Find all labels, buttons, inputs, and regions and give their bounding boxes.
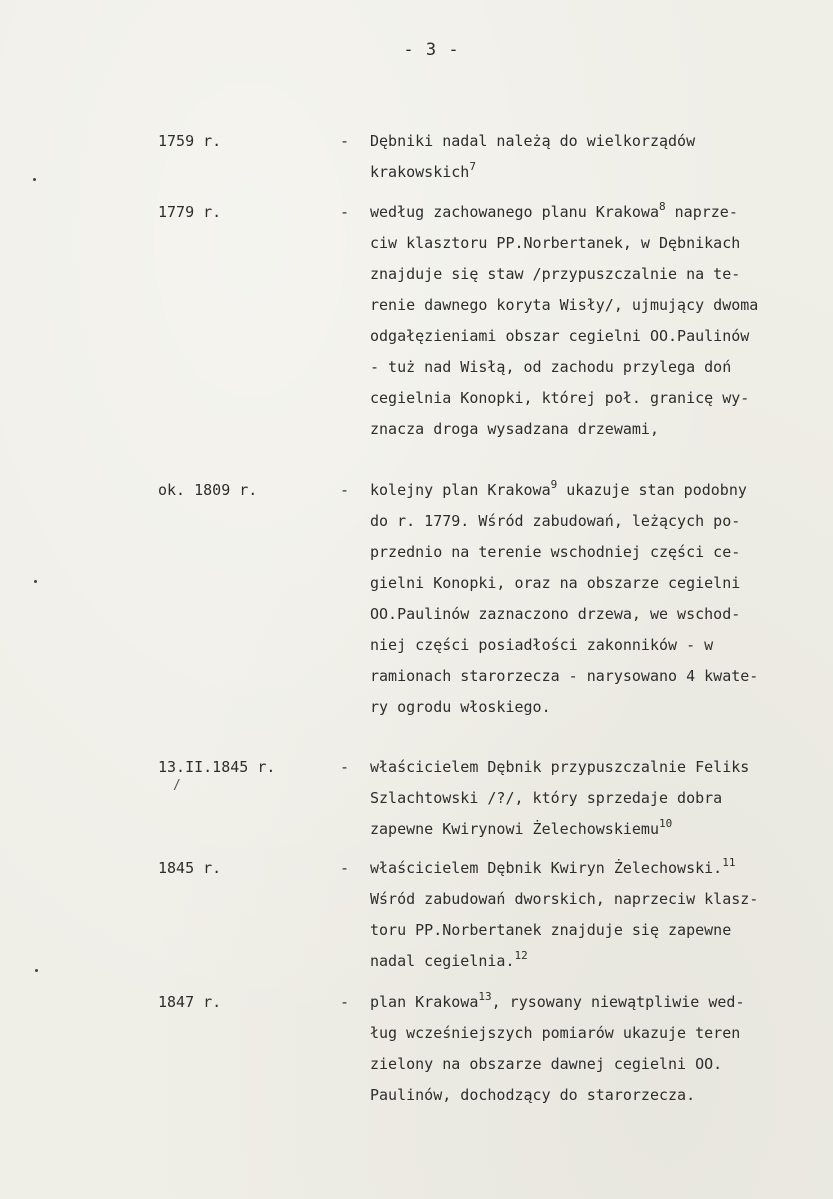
text-line: krakowskich$^7$ [370,160,476,181]
text-line: Wśród zabudowań dworskich, naprzeciw klasz- [370,890,759,908]
entry-date: 13.II.1845 r. [158,758,276,776]
footnote-ref: 8 [658,200,666,213]
footnote-ref: 7 [469,160,476,173]
entry-dash: - [340,481,350,499]
entry-dash: - [340,132,350,150]
entry-text [370,858,820,982]
entry-text [370,992,820,1116]
text-line: kolejny plan Krakowa$^9$ ukazuje stan podobny [370,478,747,499]
entry-text [370,202,820,450]
page-number: - 3 - [403,40,460,60]
text-line: renie dawnego koryta Wisły/, ujmujący dwoma [370,296,759,314]
text-line: toru PP.Norbertanek znajduje się zapewne [370,921,732,939]
text-line: Paulinów, dochodzący do starorzecza. [370,1086,696,1104]
footnote-ref: 9 [550,478,558,491]
text-line: niej części posiadłości zakonników - w [370,636,714,654]
footnote-ref: 10 [658,817,673,830]
text-line: właścicielem Dębnik przypuszczalnie Feliks [370,758,750,776]
text-line: ramionach starorzecza - narysowano 4 kwate- [370,667,759,685]
text-line: Dębniki nadal należą do wielkorządów [370,132,696,150]
text-line: ług wcześniejszych pomiarów ukazuje teren [370,1024,741,1042]
text-line: zapewne Kwirynowi Żelechowskiemu$^{10}$ [370,817,673,838]
entry-date: ok. 1809 r. [158,481,258,499]
entry-date: 1779 r. [158,203,222,221]
footnote-ref: 12 [514,949,528,962]
text-line: właścicielem Dębnik Kwiryn Żelechowski.$^{11}$ [370,856,736,877]
text-line: do r. 1779. Wśród zabudowań, leżących po- [370,512,741,530]
text-line: według zachowanego planu Krakowa$^8$ naprze- [370,200,738,221]
margin-speck [34,580,37,583]
text-line: gielni Konopki, oraz na obszarze cegielni [370,574,741,592]
footnote-ref: 11 [722,856,736,869]
margin-speck [33,178,36,181]
text-line: OO.Paulinów zaznaczono drzewa, we wschod- [370,605,741,623]
text-line: cegielnia Konopki, której poł. granicę wy- [370,389,750,407]
text-line: przednio na terenie wschodniej części ce- [370,543,741,561]
entry-text [370,757,820,850]
entry-date: 1847 r. [158,993,222,1011]
entry-text [370,131,820,193]
pencil-mark: / [173,778,181,793]
entry-date: 1759 r. [158,132,222,150]
entry-dash: - [340,203,350,221]
entry-dash: - [340,859,350,877]
footnote-ref: 13 [478,990,492,1003]
text-line: ry ogrodu włoskiego. [370,698,551,716]
text-line: nadal cegielnia.$^{12}$ [370,949,528,970]
entry-dash: - [340,758,350,776]
margin-speck [35,969,38,972]
text-line: znacza droga wysadzana drzewami, [370,420,659,438]
entry-dash: - [340,993,350,1011]
text-line: odgałęzieniami obszar cegielni OO.Paulinów [370,327,750,345]
text-line: znajduje się staw /przypuszczalnie na te- [370,265,741,283]
entry-date: 1845 r. [158,859,222,877]
text-line: ciw klasztoru PP.Norbertanek, w Dębnikach [370,234,741,252]
entry-text [370,480,820,728]
text-line: zielony na obszarze dawnej cegielni OO. [370,1055,723,1073]
text-line: - tuż nad Wisłą, od zachodu przylega doń [370,358,732,376]
text-line: plan Krakowa$^{13}$, rysowany niewątpliwie wed- [370,990,745,1011]
text-line: Szlachtowski /?/, który sprzedaje dobra [370,789,723,807]
